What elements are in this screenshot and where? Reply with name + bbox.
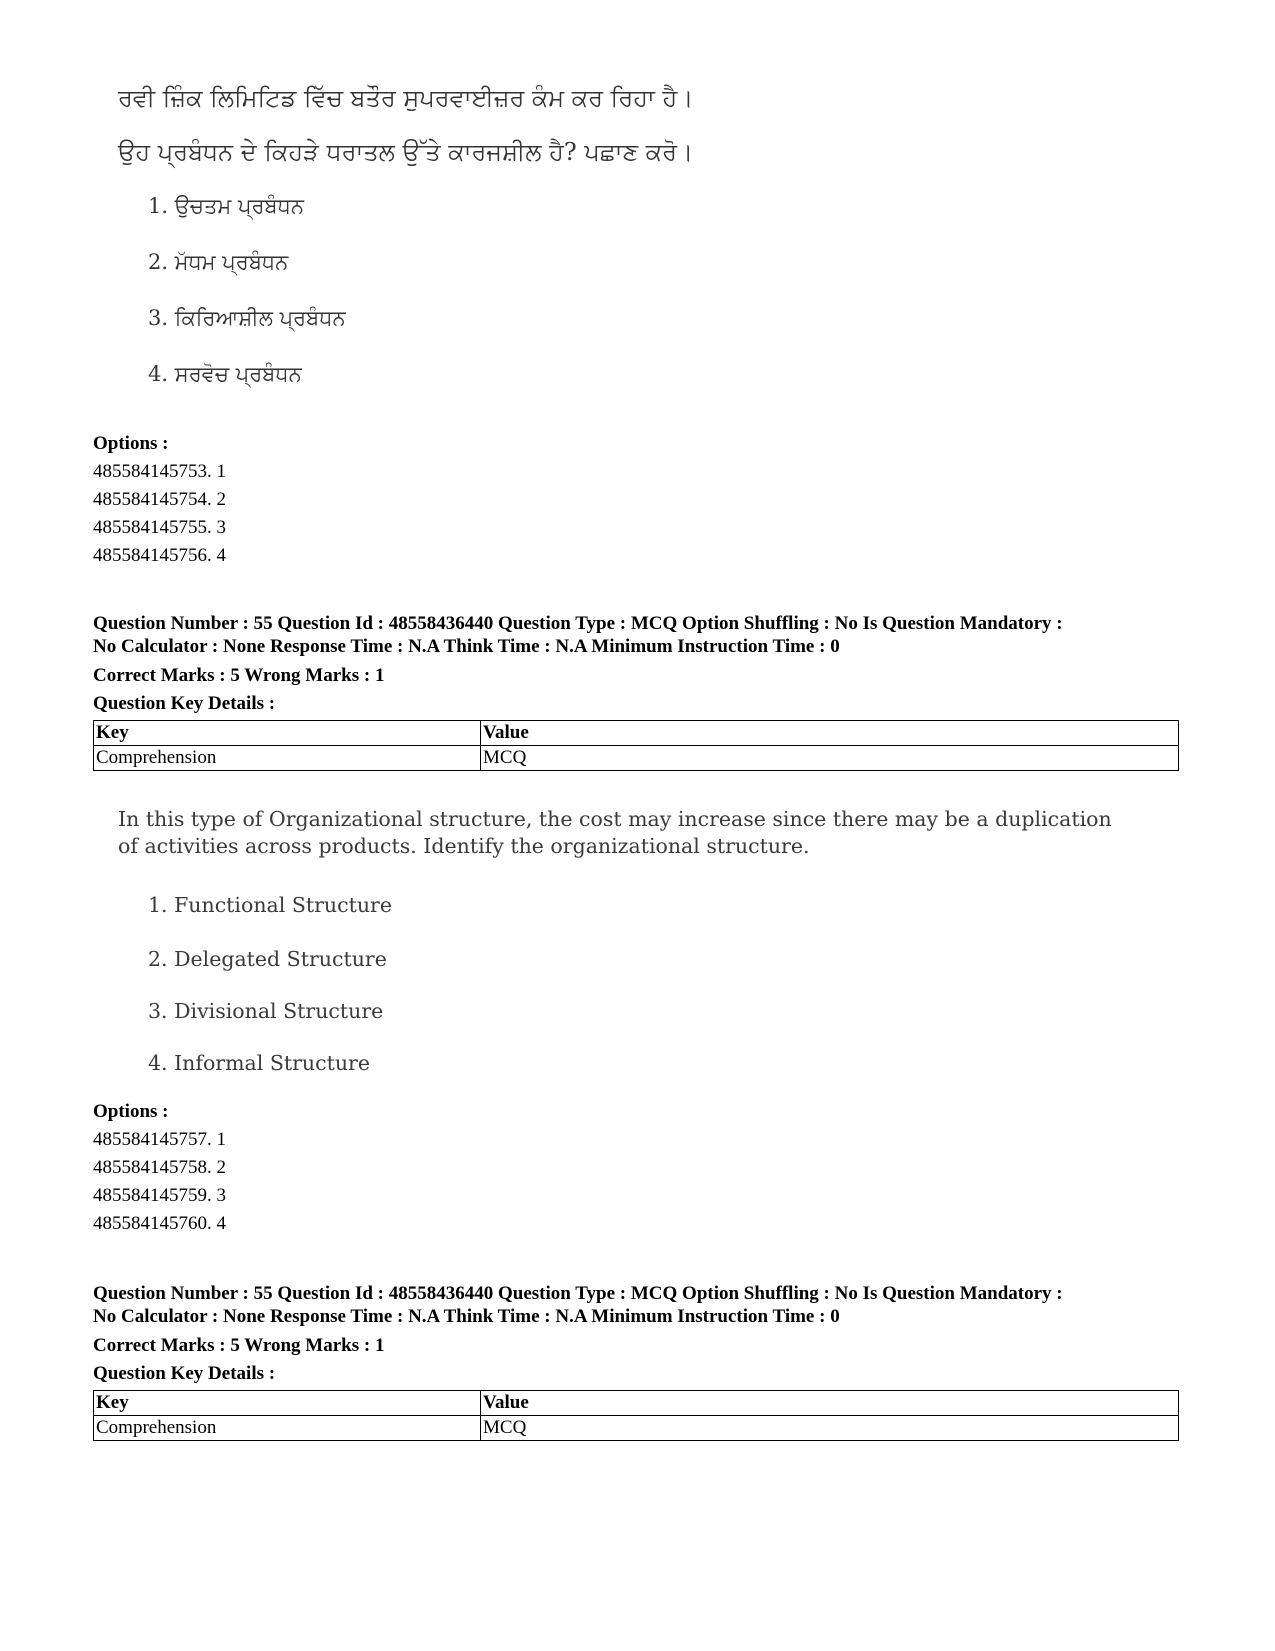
marks-line: Correct Marks : 5 Wrong Marks : 1 (93, 1335, 385, 1356)
option-item: 485584145755. 3 (93, 517, 226, 538)
table-header-cell: Key (94, 721, 481, 746)
options-heading: Options : (93, 433, 169, 454)
table-header-cell: Value (481, 1391, 1179, 1416)
options-block-1 (93, 430, 226, 570)
key-details-table (93, 1390, 1179, 1441)
question-choice: 2. ਮੱਧਮ ਪ੍ਰਬੰਧਨ (148, 250, 289, 274)
table-header-row (94, 721, 1179, 746)
question-choice: 3. Divisional Structure (148, 999, 384, 1023)
marks-line: Correct Marks : 5 Wrong Marks : 1 (93, 665, 385, 686)
question-meta-line: No Calculator : None Response Time : N.A Think Time : N.A Minimum Instruction Time : 0 (93, 636, 840, 657)
question-choice: 4. ਸਰਵੋਚ ਪ੍ਰਬੰਧਨ (148, 362, 302, 386)
table-header-row (94, 1391, 1179, 1416)
options-heading: Options : (93, 1101, 169, 1122)
table-header-cell: Key (94, 1391, 481, 1416)
question-stem-line: ਉਹ ਪ੍ਰਬੰਧਨ ਦੇ ਕਿਹੜੇ ਧਰਾਤਲ ਉੱਤੇ ਕਾਰਜਸ਼ੀਲ ਹੈ? ਪਛਾਣ ਕਰੋ। (118, 138, 694, 166)
question-image-1 (118, 84, 1118, 414)
table-row (94, 746, 1179, 771)
key-details-heading: Question Key Details : (93, 693, 276, 714)
option-item: 485584145760. 4 (93, 1213, 226, 1234)
question-meta-line: No Calculator : None Response Time : N.A Think Time : N.A Minimum Instruction Time : 0 (93, 1306, 840, 1327)
table-cell: MCQ (481, 746, 1179, 771)
key-details-table (93, 720, 1179, 771)
table-cell: MCQ (481, 1416, 1179, 1441)
question-choice: 4. Informal Structure (148, 1051, 370, 1075)
question-stem-line: ਰਵੀ ਜ਼ਿੰਕ ਲਿਮਿਟਿਡ ਵਿੱਚ ਬਤੌਰ ਸੁਪਰਵਾਈਜ਼ਰ ਕੰਮ ਕਰ ਰਿਹਾ ਹੈ। (118, 84, 694, 112)
question-meta-line: Question Number : 55 Question Id : 48558436440 Question Type : MCQ Option Shuffling : No Is Question Mandatory : (93, 613, 1063, 634)
key-details-heading: Question Key Details : (93, 1363, 276, 1384)
question-choice: 1. ਉਚਤਮ ਪ੍ਰਬੰਧਨ (148, 194, 305, 218)
option-item: 485584145756. 4 (93, 545, 226, 566)
question-meta-1 (93, 612, 1193, 771)
option-item: 485584145754. 2 (93, 489, 226, 510)
option-item: 485584145758. 2 (93, 1157, 226, 1178)
table-row (94, 1416, 1179, 1441)
question-image-2 (118, 806, 1138, 1086)
question-meta-line: Question Number : 55 Question Id : 48558436440 Question Type : MCQ Option Shuffling : No Is Question Mandatory : (93, 1283, 1063, 1304)
table-header-cell: Value (481, 721, 1179, 746)
question-choice: 1. Functional Structure (148, 893, 392, 917)
option-item: 485584145753. 1 (93, 461, 226, 482)
table-cell: Comprehension (94, 746, 481, 771)
option-item: 485584145759. 3 (93, 1185, 226, 1206)
option-item: 485584145757. 1 (93, 1129, 226, 1150)
table-cell: Comprehension (94, 1416, 481, 1441)
question-meta-2 (93, 1282, 1193, 1441)
question-stem: In this type of Organizational structure, the cost may increase since there may be a duplication of activities across products. Identify the organizational structure. (118, 807, 1112, 858)
question-choice: 3. ਕਿਰਿਆਸ਼ੀਲ ਪ੍ਰਬੰਧਨ (148, 306, 346, 330)
options-block-2 (93, 1098, 226, 1238)
question-choice: 2. Delegated Structure (148, 947, 387, 971)
